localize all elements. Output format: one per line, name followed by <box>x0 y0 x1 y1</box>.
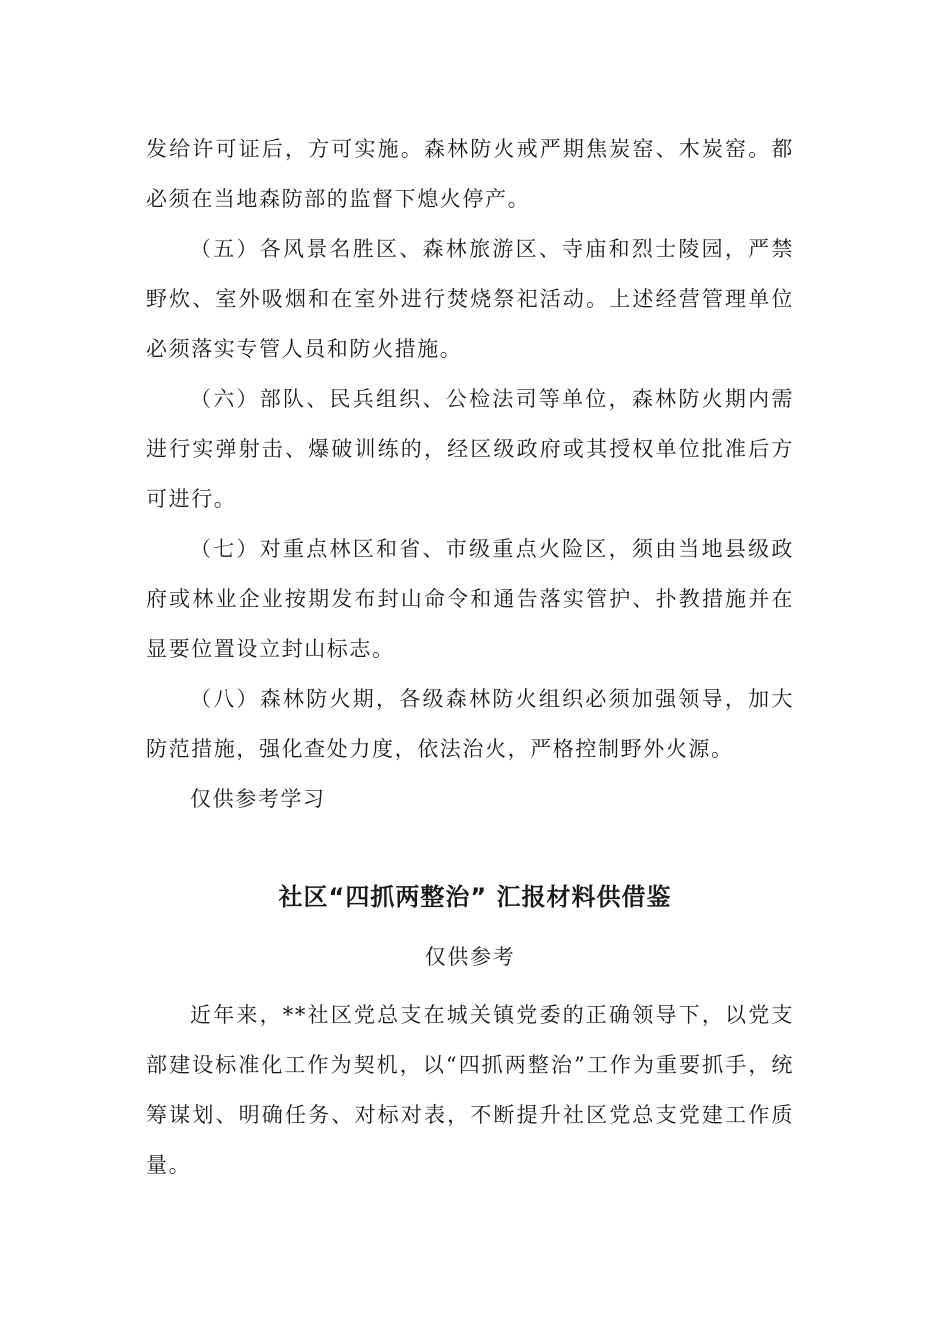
section-subtitle: 仅供参考 <box>424 945 516 969</box>
paragraph-item-eight: （八）森林防火期，各级森林防火组织必须加强领导，加大防范措施，强化查处力度，依法治火，严格控制野外火源。 <box>146 687 794 761</box>
paragraph-item-five: （五）各风景名胜区、森林旅游区、寺庙和烈士陵园，严禁野炊、室外吸烟和在室外进行焚烧祭祀活动。上述经营管理单位必须落实专管人员和防火措施。 <box>146 237 794 361</box>
paragraph-item-seven: （七）对重点林区和省、市级重点火险区，须由当地县级政府或林业企业按期发布封山命令和通告落实管护、扑教措施并在显要位置设立封山标志。 <box>146 537 794 661</box>
paragraph-permit-continuation: 发给许可证后，方可实施。森林防火戒严期焦炭窑、木炭窑。都必须在当地森防部的监督下熄火停产。 <box>146 137 794 211</box>
reference-note: 仅供参考学习 <box>190 787 326 811</box>
section-title: 社区“四抓两整治” 汇报材料供借鉴 <box>278 883 672 911</box>
paragraph-intro: 近年来，**社区党总支在城关镇党委的正确领导下，以党支部建设标准化工作为契机，以“四抓两整治”工作为重要抓手，统筹谋划、明确任务、对标对表，不断提升社区党总支党建工作质量。 <box>146 1003 794 1177</box>
paragraph-item-six: （六）部队、民兵组织、公检法司等单位，森林防火期内需进行实弹射击、爆破训练的，经区级政府或其授权单位批准后方可进行。 <box>146 387 794 511</box>
